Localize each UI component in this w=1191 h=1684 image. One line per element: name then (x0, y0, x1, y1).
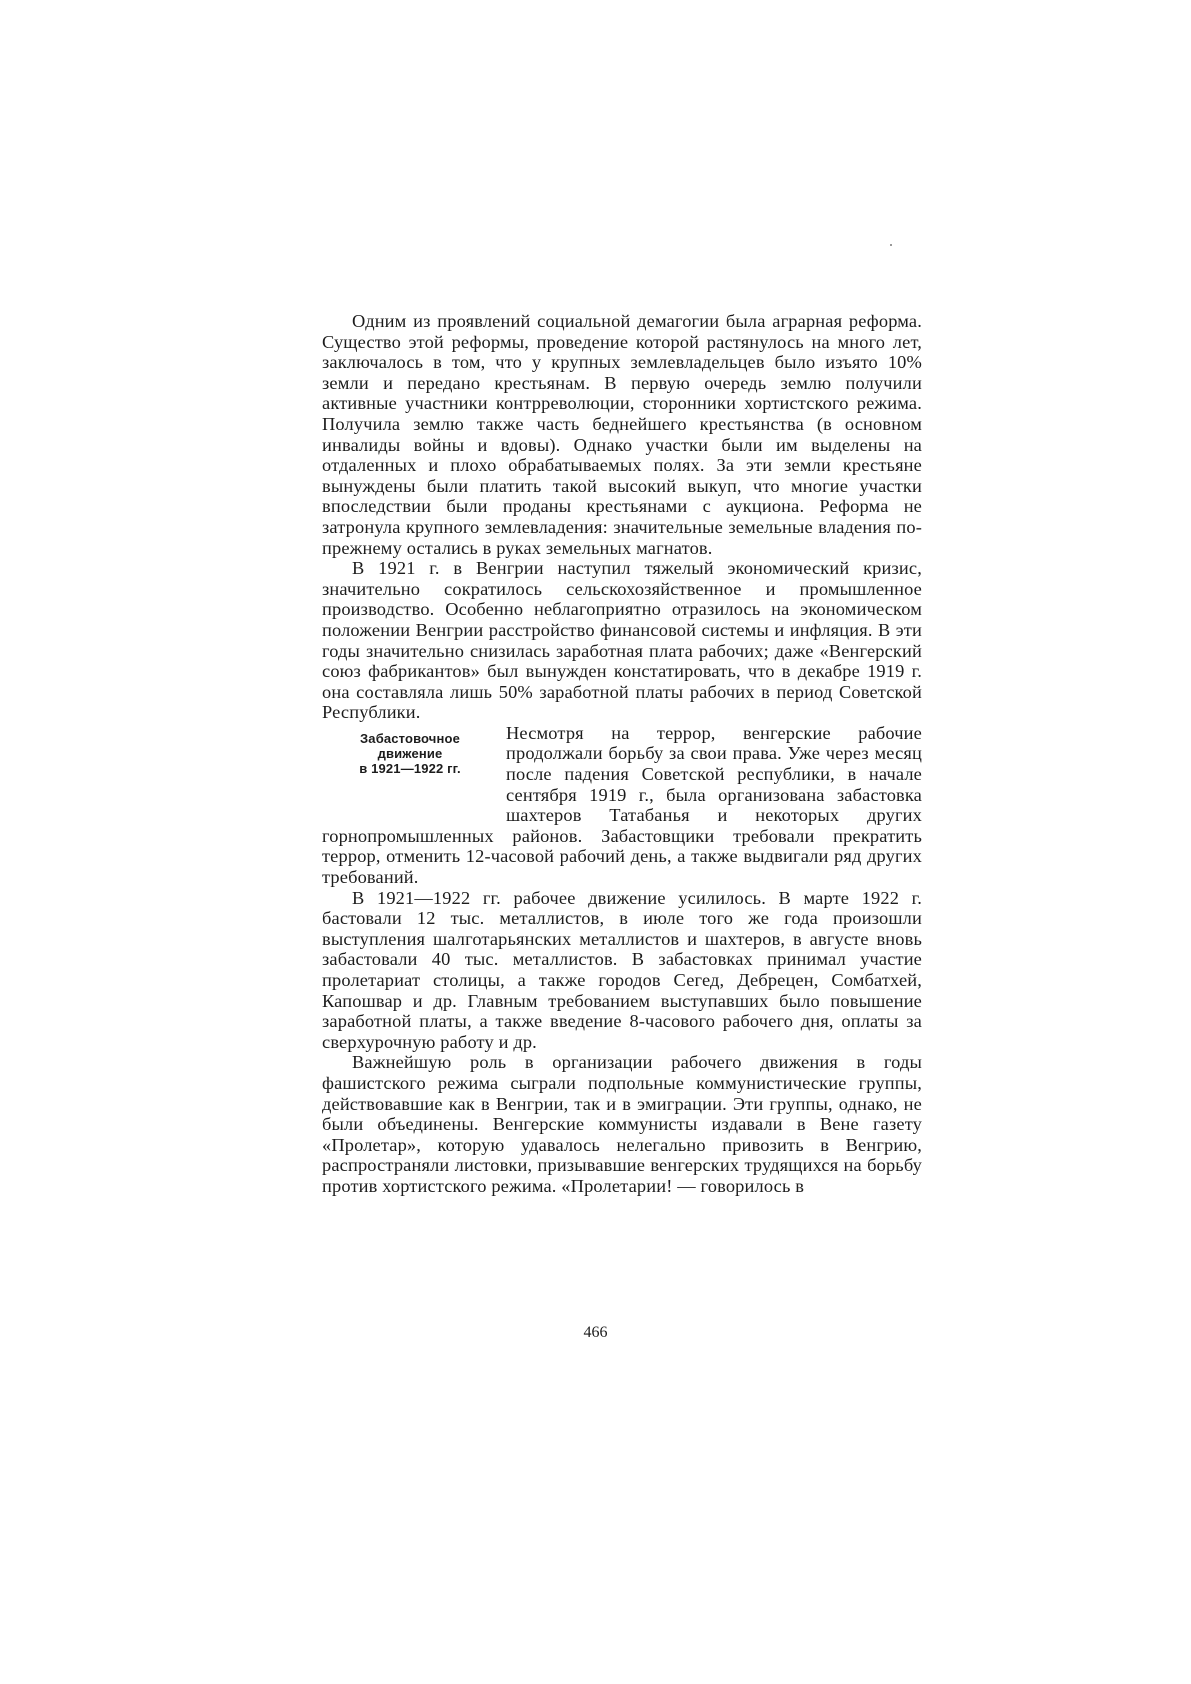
margin-heading-line-1: Забастовочное (360, 730, 460, 746)
margin-heading (322, 723, 498, 815)
page-number: 466 (583, 1324, 608, 1341)
paragraph-communist-groups: Важнейшую роль в организации рабочего движения в годы фашистского режима сыграли подпольные коммунистические группы, действовавшие как в Венгрии, так и в эмиграции. Эти группы, однако, не были объединены. Венгерские коммунисты издавали в Вене газету «Пролетар», которую удавалось нелегально привозить в Венгрию, распространяли листовки, призывавшие венгерских трудящихся на борьбу против хортистского режима. «Пролетарии! — говорилось в (322, 1052, 922, 1196)
paragraph-labor-movement: В 1921—1922 гг. рабочее движение усилилось. В марте 1922 г. бастовали 12 тыс. металлистов, в июле того же года произошли выступления шалготарьянских металлистов и шахтеров, в августе вновь забастовали 40 тыс. металлистов. В забастовках принимал участие пролетариат столицы, а также городов Сегед, Дебрецен, Сомбатхей, Капошвар и др. Главным требованием выступавших было повышение заработной платы, а также введение 8-часового рабочего дня, оплаты за сверхурочную работу и др. (322, 887, 922, 1052)
scan-speck (890, 244, 892, 246)
main-text (322, 311, 922, 1197)
margin-heading-line-2: движение (377, 745, 443, 761)
sidenote-section (322, 723, 922, 888)
paragraph-strike-movement: Несмотря на террор, венгерские рабочие продолжали борьбу за свои права. Уже через месяц после падения Советской республики, в начале сентября 1919 г., была организована забастовка шахтеров Татабанья и некоторых других горнопромышленных районов. Забастовщики требовали прекратить террор, отменить 12-часовой рабочий день, а также выдвигали ряд других требований. (322, 722, 922, 888)
paragraph-agrarian-reform: Одним из проявлений социальной демагогии была аграрная реформа. Существо этой реформы, проведение которой растянулось на много лет, заключалось в том, что у крупных землевладельцев было изъято 10% земли и передано крестьянам. В первую очередь землю получили активные участники контрреволюции, сторонники хортистского режима. Получила землю также часть беднейшего крестьянства (в основном инвалиды войны и вдовы). Однако участки были им выделены на отдаленных и плохо обрабатываемых полях. За эти земли крестьяне вынуждены были платить такой высокий выкуп, что многие участки впоследствии были проданы крестьянами с аукциона. Реформа не затронула крупного землевладения: значительные земельные владения по-прежнему остались в руках земельных магнатов. (322, 311, 922, 558)
margin-heading-line-3: в 1921—1922 гг. (359, 760, 461, 776)
paragraph-economic-crisis: В 1921 г. в Венгрии наступил тяжелый экономический кризис, значительно сократилось сельскохозяйственное и промышленное производство. Особенно неблагоприятно отразилось на экономическом положении Венгрии расстройство финансовой системы и инфляция. В эти годы значительно снизилась заработная плата рабочих; даже «Венгерский союз фабрикантов» был вынужден констатировать, что в декабре 1919 г. она составляла лишь 50% заработной платы рабочих в период Советской Республики. (322, 558, 922, 723)
